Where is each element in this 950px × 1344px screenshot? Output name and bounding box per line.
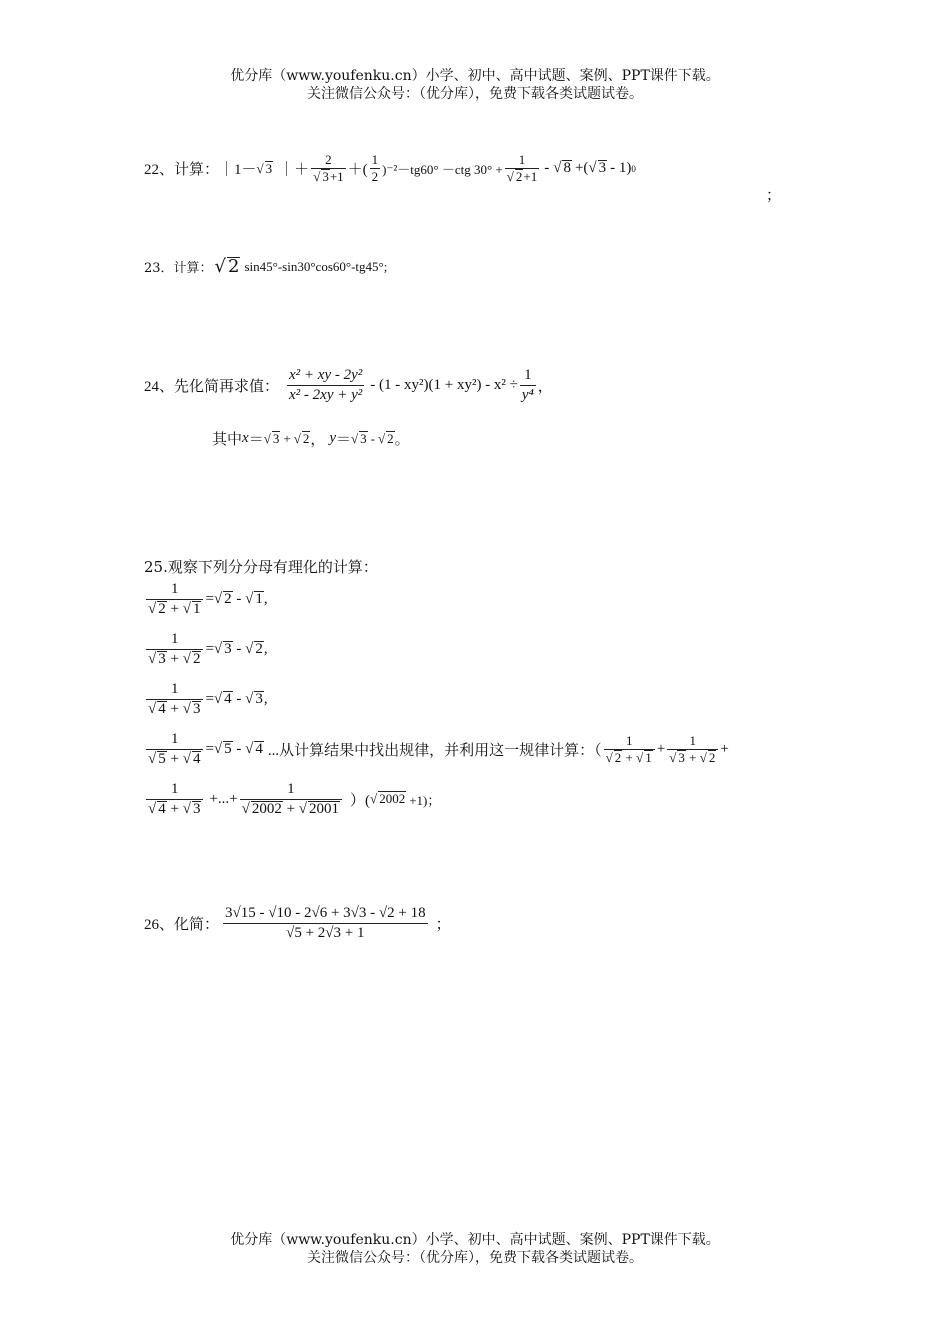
question-23: 23．计算： √ 2 sin45°-sin30°cos60°-tg45°;	[144, 256, 388, 277]
q23-label: 23．计算：	[144, 261, 213, 276]
q25-row: $\frac{1}{√ 4 + √ 3}$ =√ 4 - √ 3 ,	[148, 681, 268, 717]
q22-fraction-2: $\frac{1}{√ 2+1}$	[506, 152, 538, 185]
q24-main-fraction: $\frac{\text{x² + xy - 2y²}}{\text{x² - 2xy + y²}}$	[289, 367, 363, 403]
q22-semicolon: ；	[766, 188, 782, 204]
q25-sum-term: $\frac{1}{√ 2 + √ 1}$	[604, 733, 655, 767]
footer-line-1: 优分库（www.youfenku.cn）小学、初中、高中试题、案例、PPT课件下载。	[230, 1232, 720, 1248]
q24-label: 24、先化简再求值：	[144, 378, 280, 395]
header-line-2: 关注微信公众号：（优分库），免费下载各类试题试卷。	[307, 86, 643, 102]
question-24: 24、先化简再求值： $\frac{\text{x² + xy - 2y²}}{\text{x² - 2xy + y²}}$ - (1 - xy²)(1 + xy²) - x² ÷ $\frac{1}{\text{y⁴}}$ ，	[144, 367, 553, 403]
q25-row: $\frac{1}{√ 2 + √ 1}$ =√ 2 - √ 1 ,	[148, 581, 268, 617]
q24-small-fraction: $\frac{1}{\text{y⁴}}$	[521, 367, 534, 403]
question-26: 26、化简： $\frac{3√15 - √10 - 2√6 + 3√3 - √2 + 18}{√5 + 2√3 + 1}$ ；	[144, 905, 451, 941]
q22-label: 22、计算：	[144, 162, 220, 179]
q22-half: $\frac{1}{2}$	[371, 152, 379, 185]
q26-fraction: $\frac{3√15 - √10 - 2√6 + 3√3 - √2 + 18}{√5 + 2√3 + 1}$	[225, 905, 426, 941]
question-22: 22、计算： ｜1－ √ 3 ｜＋ $\frac{2}{√ 3+1}$ ＋( $\frac{1}{2}$ )⁻²－tg60° －ctg 30° + $\frac{1}{√ 2+1}$ - √ 8 +( √ 3 - 1) 0	[144, 152, 636, 185]
q26-label: 26、化简：	[144, 916, 220, 933]
q24-condition: 其中 x ＝ √ 3 + √ 2 ， y ＝ √ 3 - √ 2 。	[212, 430, 410, 448]
header-line-1: 优分库（www.youfenku.cn）小学、初中、高中试题、案例、PPT课件下载。	[230, 68, 720, 84]
q25-sum-continued: $\frac{1}{√ 4 + √ 3}$ +...+ $\frac{1}{√ 2002 + √ 2001}$ ）( √ 2002 +1)；	[148, 781, 441, 817]
q25-title: 25.观察下列分分母有理化的计算：	[144, 558, 378, 576]
footer-line-2: 关注微信公众号：（优分库），免费下载各类试题试卷。	[307, 1250, 643, 1266]
q25-row: $\frac{1}{√ 3 + √ 2}$ =√ 3 - √ 2 ,	[148, 631, 268, 667]
q25-last-term: $\frac{1}{√ 2002 + √ 2001}$	[240, 780, 342, 819]
q25-sum-term: $\frac{1}{√ 3 + √ 2}$	[667, 733, 718, 767]
q22-fraction-1: $\frac{2}{√ 3+1}$	[313, 152, 344, 185]
q25-row: $\frac{1}{√ 5 + √ 4}$ =√ 5 - √ 4 ...从计算结果中找出规律，并利用这一规律计算：（ $\frac{1}{√ 2 + √ 1}$ + $\frac{1}{√ 3 + √ 2}$ +	[148, 731, 729, 767]
